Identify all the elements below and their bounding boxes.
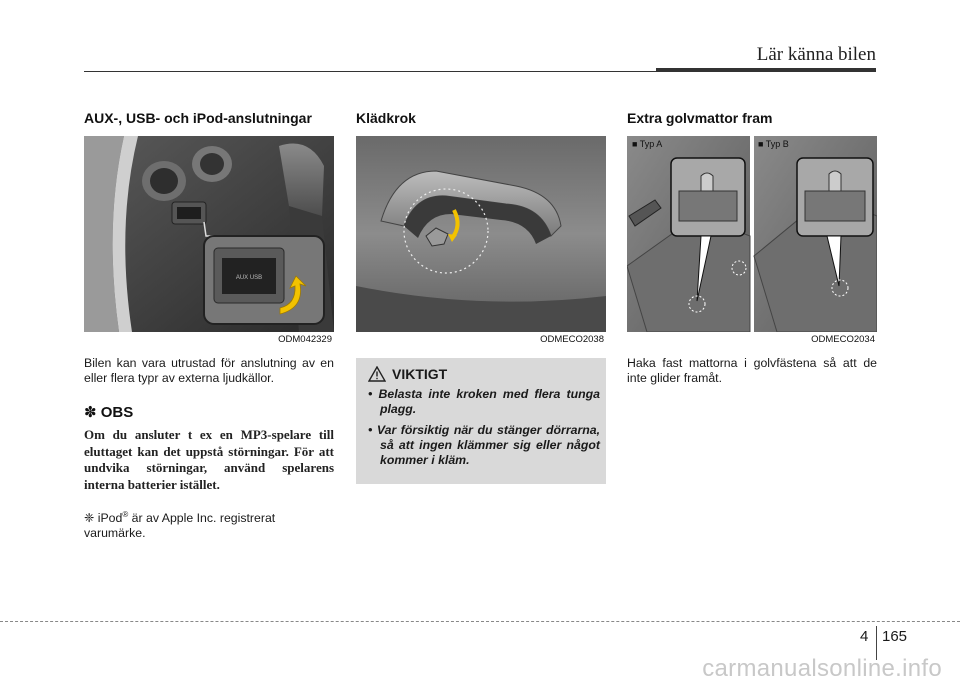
floor-mats-body: Haka fast mattorna i golvfästena så att de inte glider framåt. — [627, 356, 877, 385]
warning-box — [356, 358, 606, 484]
trademark-symbol: ❈ — [84, 511, 95, 526]
floor-mats-heading: Extra golvmattor fram — [627, 110, 773, 126]
warning-header — [368, 366, 600, 382]
aux-photo-code: ODM042329 — [278, 334, 332, 345]
floor-mats-section — [627, 110, 877, 386]
port-label: AUX USB — [235, 275, 263, 281]
trademark-text: är av Apple Inc. registrerat varumärke. — [84, 511, 276, 541]
warning-title: VIKTIGT — [392, 366, 448, 382]
coat-hook-section — [356, 110, 606, 484]
warning-triangle-icon — [368, 366, 386, 382]
section-title: Lär känna bilen — [756, 44, 876, 65]
chapter-number: 4 — [860, 628, 869, 645]
coat-hook-photo-code: ODMECO2038 — [540, 334, 604, 345]
coat-hook-photo — [356, 136, 606, 332]
obs-label: OBS — [100, 404, 134, 421]
warning-item: • Belasta inte kroken med flera tunga plagg. — [368, 387, 600, 416]
registered-mark: ® — [122, 510, 129, 519]
obs-symbol: ✽ — [84, 404, 97, 421]
type-b-label: ■ Typ B — [758, 139, 789, 149]
obs-title — [84, 403, 334, 421]
header-rule — [84, 71, 664, 72]
floor-mats-photo — [627, 136, 877, 332]
footer-rule — [0, 621, 960, 622]
coat-hook-heading: Klädkrok — [356, 110, 416, 126]
warning-item: • Var försiktig när du stänger dörrarna, så att ingen klämmer sig eller något kommer i kläm. — [368, 423, 600, 467]
warning-text: Var försiktig när du stänger dörrarna, så att ingen klämmer sig eller något kommer i kläm. — [376, 423, 600, 467]
page-number: 165 — [882, 628, 908, 645]
aux-heading: AUX-, USB- och iPod-anslutningar — [84, 110, 312, 126]
trademark-note — [84, 507, 334, 541]
warning-list — [368, 387, 600, 468]
warning-text: Belasta inte kroken med flera tunga plagg. — [378, 387, 600, 416]
type-a-label: ■ Typ A — [632, 139, 663, 149]
aux-photo — [84, 136, 334, 332]
aux-usb-section — [84, 110, 334, 541]
aux-body: Bilen kan vara utrustad för anslutning av en eller flera typr av externa ljudkällor. — [84, 356, 334, 385]
trademark-brand: iPod — [97, 511, 123, 526]
obs-body: Om du ansluter t ex en MP3-spelare till eluttaget kan det uppstå störningar. För att undvika störningar, använd spelarens interna batterier istället. — [84, 427, 334, 492]
watermark: carmanualsonline.info — [702, 655, 942, 682]
header-rule-thick — [656, 68, 876, 72]
floor-mats-photo-code: ODMECO2034 — [811, 334, 875, 345]
